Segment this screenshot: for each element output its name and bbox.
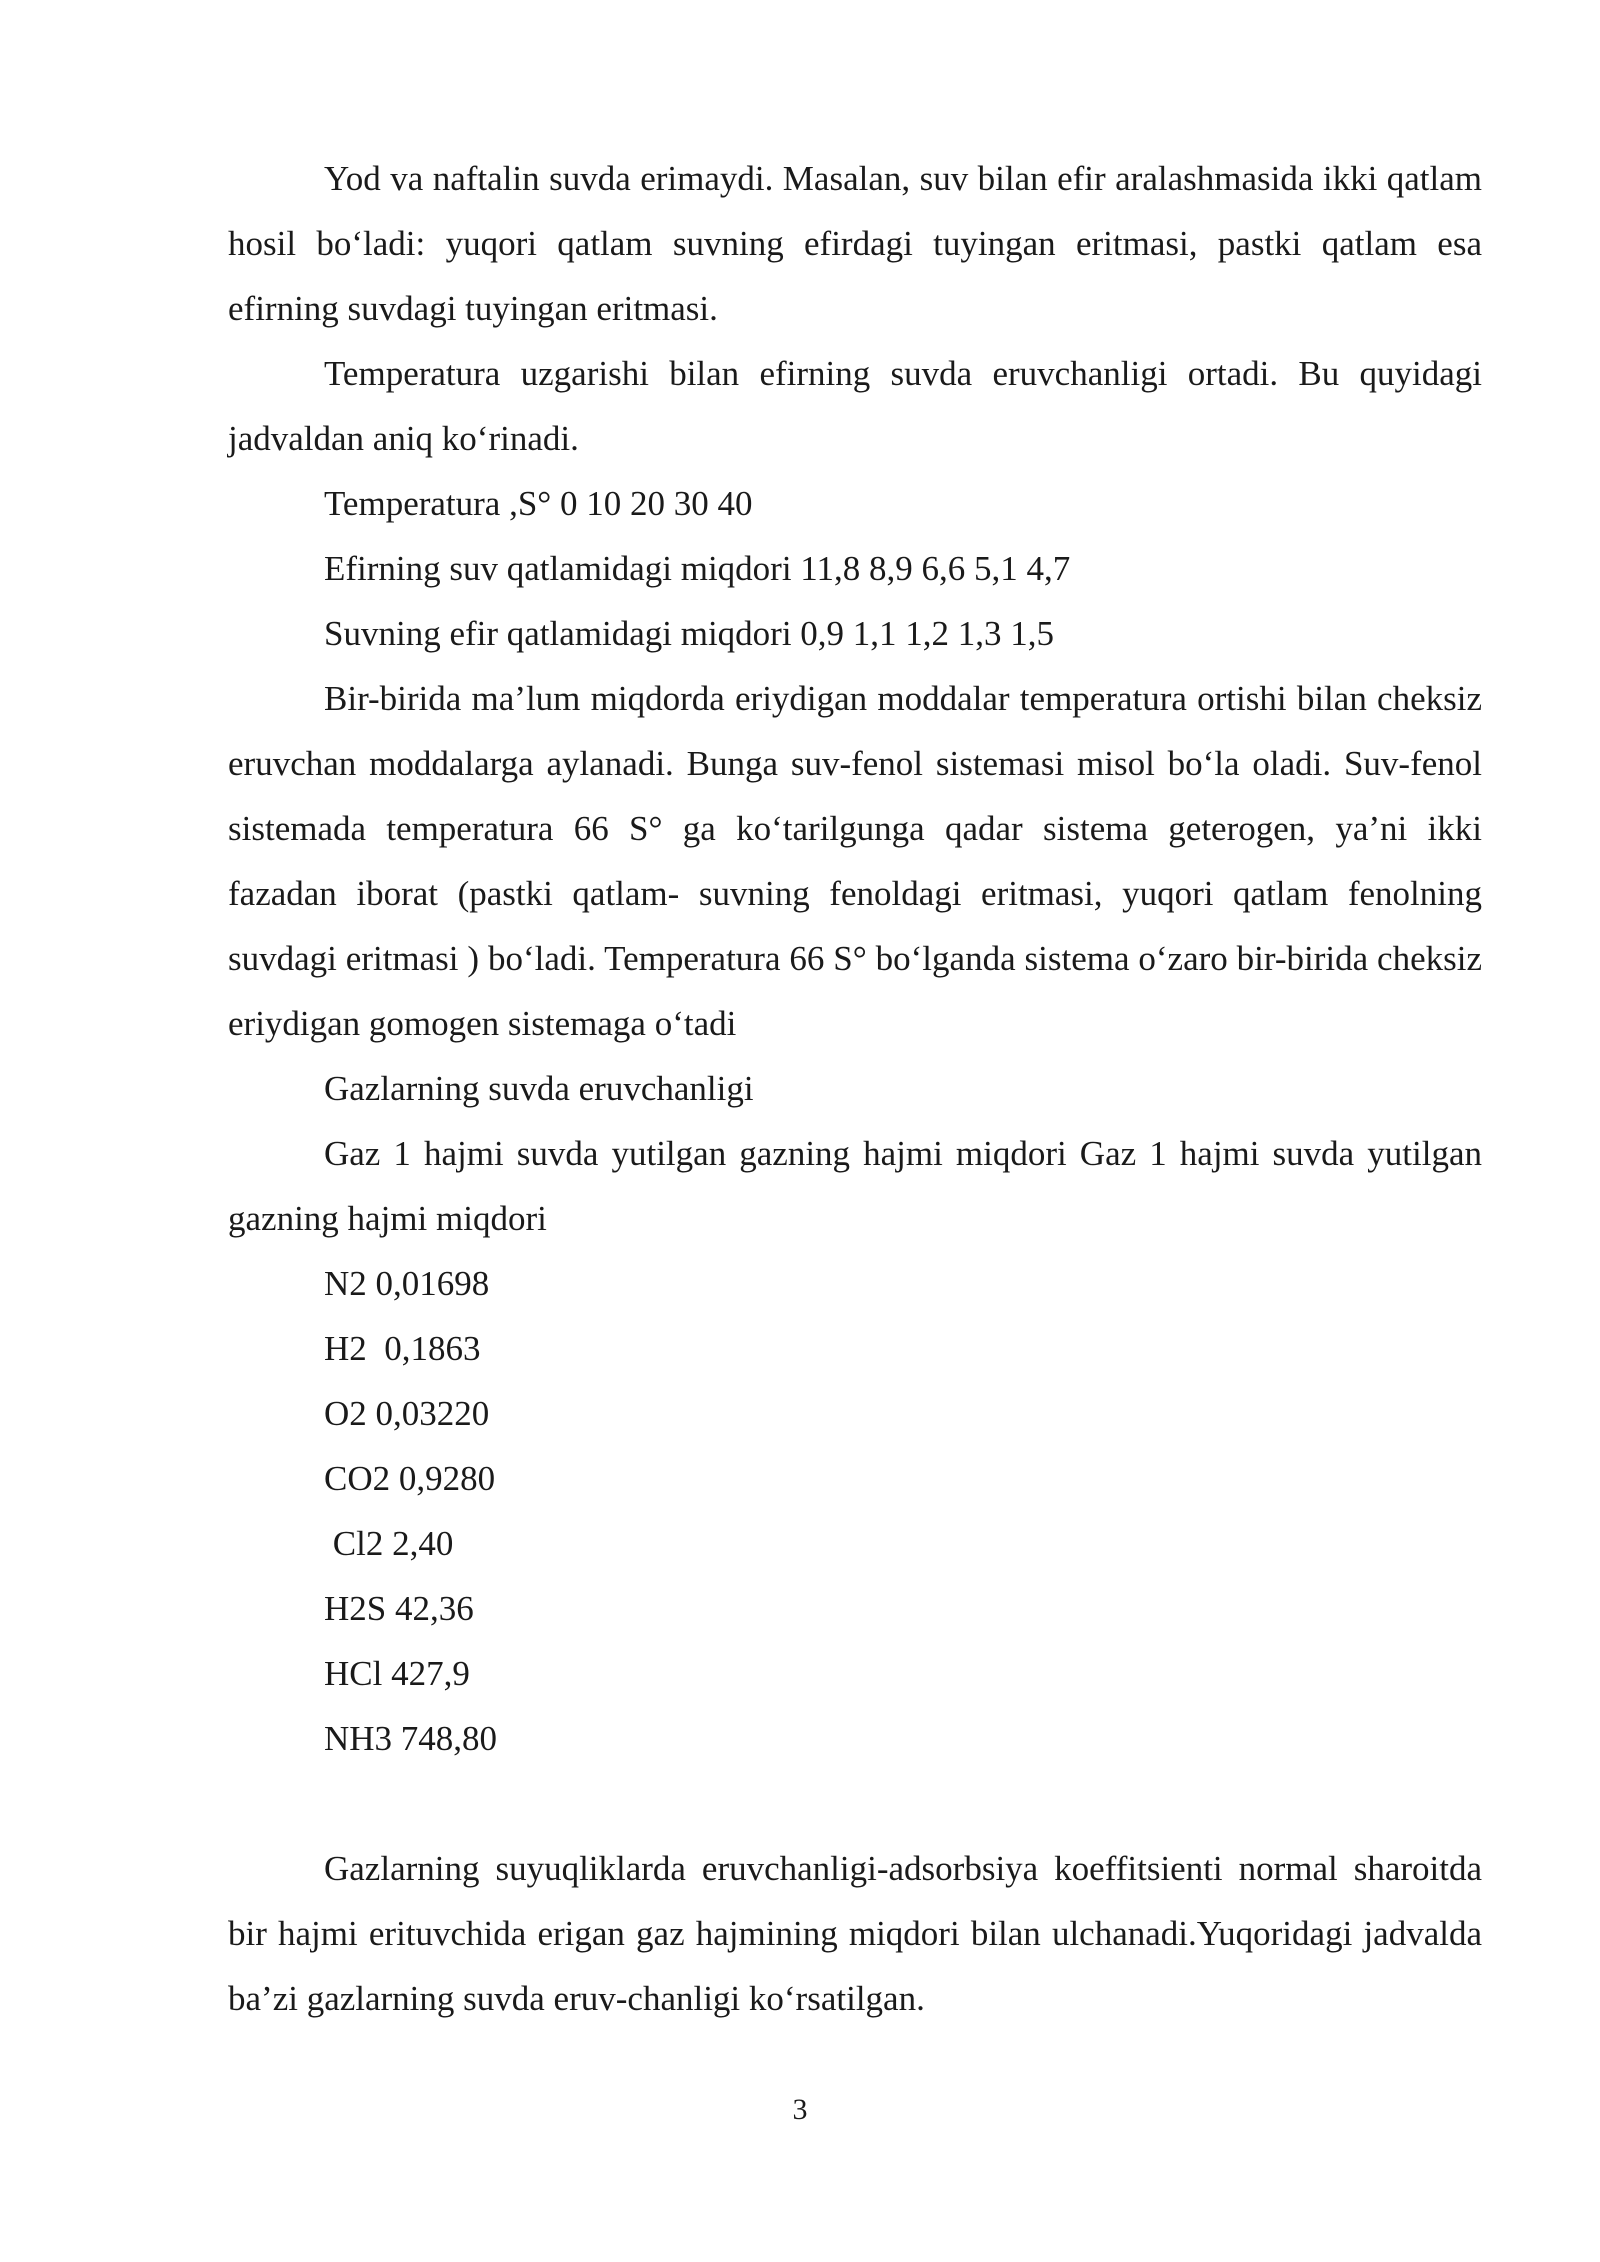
paragraph-temperature-solubility: Temperatura uzgarishi bilan efirning suvda eruvchanligi ortadi. Bu quyidagi jadvaldan aniq ko‘rinadi. (228, 354, 1482, 458)
gas-line-cl2: Cl2 2,40 (324, 1524, 454, 1563)
paragraph-adsorption-coefficient: Gazlarning suyuqliklarda eruvchanligi-adsorbsiya koeffitsienti normal sharoitda bir hajmi erituvchida erigan gaz hajmining miqdori bilan ulchanadi.Yuqoridagi jadvalda ba’zi gazlarning suvda eruv-chanligi ko‘rsatilgan. (228, 1849, 1482, 2018)
table-line-ether-in-water: Efirning suv qatlamidagi miqdori 11,8 8,9 6,6 5,1 4,7 (324, 549, 1071, 588)
page-number: 3 (792, 2093, 808, 2126)
table-line-water-in-ether: Suvning efir qatlamidagi miqdori 0,9 1,1 1,2 1,3 1,5 (324, 614, 1055, 653)
document-page (228, 146, 1482, 2031)
gas-table-header: Gaz 1 hajmi suvda yutilgan gazning hajmi miqdori Gaz 1 hajmi suvda yutilgan gazning hajmi miqdori (228, 1134, 1482, 1238)
paragraph-phenol-system: Bir-birida ma’lum miqdorda eriydigan moddalar temperatura ortishi bilan cheksiz eruvchan moddalarga aylanadi. Bunga suv-fenol sistemasi misol bo‘la oladi. Suv-fenol sistemada temperatura 66 S° ga ko‘tarilgunga qadar sistema geterogen, ya’ni ikki fazadan iborat (pastki qatlam- suvning fenoldagi eritmasi, yuqori qatlam fenolning suvdagi eritmasi ) bo‘ladi. Temperatura 66 S° bo‘lganda sistema o‘zaro bir-birida cheksiz eriydigan gomogen sistemaga o‘tadi (228, 679, 1482, 1043)
gas-solubility-heading: Gazlarning suvda eruvchanligi (324, 1069, 754, 1108)
gas-line-co2: CO2 0,9280 (324, 1459, 496, 1498)
gas-line-h2: H2 0,1863 (324, 1329, 481, 1368)
gas-line-hcl: HCl 427,9 (324, 1654, 470, 1693)
gas-line-n2: N2 0,01698 (324, 1264, 490, 1303)
gas-line-o2: O2 0,03220 (324, 1394, 490, 1433)
table-line-temperature: Temperatura ,S° 0 10 20 30 40 (324, 484, 753, 523)
blank-line (228, 1771, 1482, 1836)
gas-line-h2s: H2S 42,36 (324, 1589, 474, 1628)
paragraph-iodine-naphthalene: Yod va naftalin suvda erimaydi. Masalan, suv bilan efir aralashmasida ikki qatlam hosil bo‘ladi: yuqori qatlam suvning efirdagi tuyingan eritmasi, pastki qatlam esa efirning suvdagi tuyingan eritmasi. (228, 159, 1482, 328)
gas-line-nh3: NH3 748,80 (324, 1719, 498, 1758)
